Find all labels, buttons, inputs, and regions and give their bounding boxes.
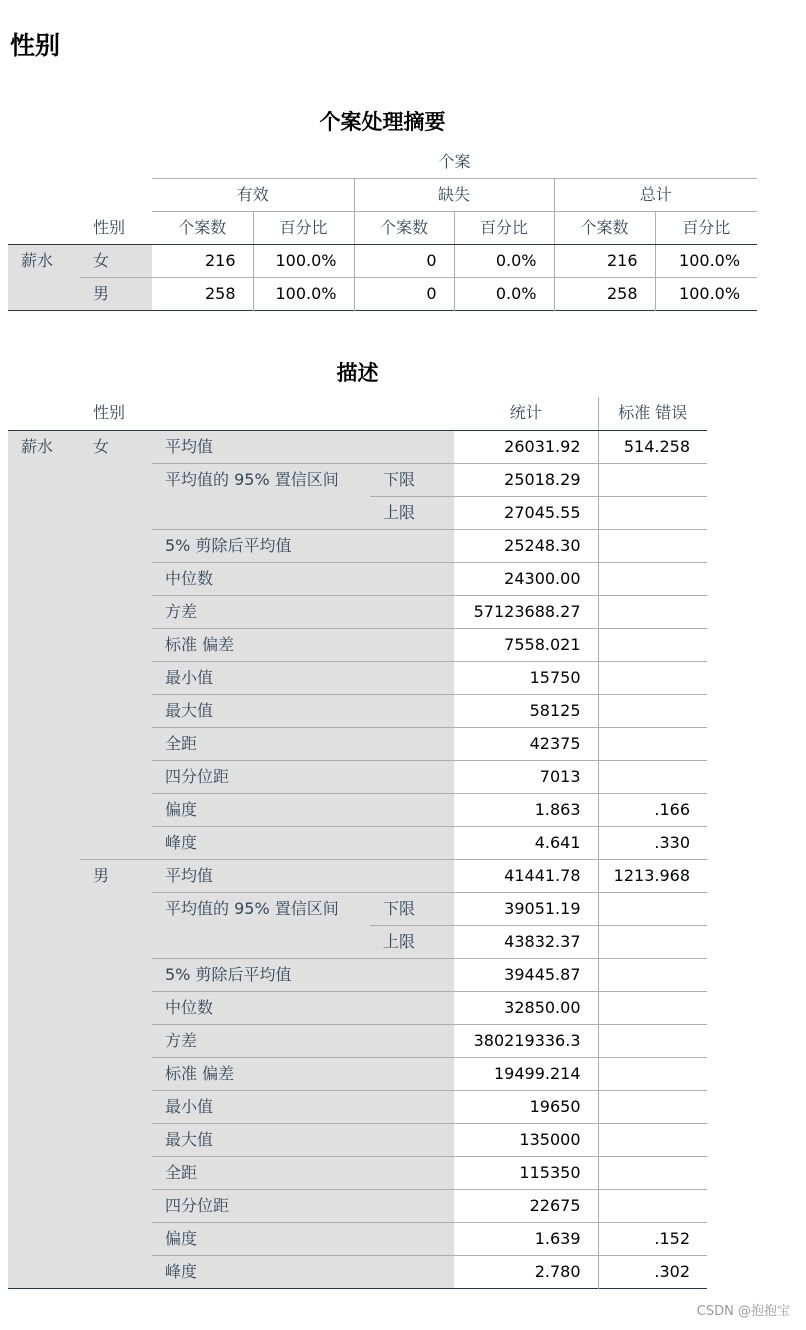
total-n-value: 216 [554,245,655,278]
std-error-value: .330 [598,826,707,859]
total-percent-value: 100.0% [655,245,757,278]
row-label-male: 男 [80,278,152,311]
std-error-value: 514.258 [598,430,707,463]
stat-label: 标准 偏差 [152,628,454,661]
statistic-value: 22675 [454,1189,598,1222]
std-error-value [598,1156,707,1189]
stat-label: 峰度 [152,1255,454,1288]
std-error-value: .302 [598,1255,707,1288]
statistic-value: 43832.37 [454,925,598,958]
valid-n-value: 258 [152,278,253,311]
stat-label: 5% 剪除后平均值 [152,529,454,562]
header-row-sub [8,212,757,245]
std-error-value [598,1057,707,1090]
case-processing-summary-table [8,146,757,311]
table-row [8,859,707,892]
bound-label: 上限 [370,496,454,529]
group-header-valid: 有效 [152,179,354,212]
sub-header-n: 个案数 [354,212,454,245]
group-header-missing: 缺失 [354,179,554,212]
std-error-value: .166 [598,793,707,826]
stat-label: 方差 [152,1024,454,1057]
std-error-value [598,463,707,496]
sub-header-percent: 百分比 [655,212,757,245]
statistic-value: 15750 [454,661,598,694]
stat-label: 5% 剪除后平均值 [152,958,454,991]
sub-header-n: 个案数 [554,212,655,245]
std-error-value [598,595,707,628]
col-header-statistic: 统计 [454,397,598,430]
sub-header-percent: 百分比 [454,212,554,245]
header-row [8,397,707,430]
std-error-value [598,496,707,529]
statistic-value: 19499.214 [454,1057,598,1090]
statistic-value: 7013 [454,760,598,793]
statistic-value: 58125 [454,694,598,727]
stat-label: 最小值 [152,1090,454,1123]
std-error-value [598,694,707,727]
stat-label: 平均值的 95% 置信区间 [152,463,370,529]
descriptives-title: 描述 [336,360,379,385]
sub-header-percent: 百分比 [253,212,354,245]
std-error-value [598,1090,707,1123]
missing-n-value: 0 [354,245,454,278]
valid-n-value: 216 [204,251,236,270]
std-error-value [598,760,707,793]
header-corner [8,212,80,245]
std-error-value: 1213.968 [598,859,707,892]
stat-label: 最小值 [152,661,454,694]
missing-percent-value: 0.0% [454,245,554,278]
statistic-value: 39051.19 [454,892,598,925]
bound-label: 下限 [370,892,454,925]
table-row [8,245,757,278]
table-row [8,430,707,463]
stat-label: 偏度 [152,1222,454,1255]
statistic-value: 115350 [454,1156,598,1189]
stat-label: 方差 [152,595,454,628]
statistic-value: 25018.29 [454,463,598,496]
statistic-value: 26031.92 [504,436,581,456]
bound-label: 下限 [370,463,454,496]
table-row [8,278,757,311]
col-header-std-error: 标准 错误 [598,397,707,430]
page-title: 性别 [10,31,61,60]
variable-label: 薪水 [8,245,80,311]
statistic-value: 57123688.27 [454,595,598,628]
stat-label: 最大值 [152,694,454,727]
statistic-value: 1.863 [454,793,598,826]
header-row-groups [8,179,757,212]
statistic-value: 25248.30 [454,529,598,562]
stat-label: 全距 [152,727,454,760]
case-summary-title: 个案处理摘要 [319,109,446,134]
missing-n-value: 0 [354,278,454,311]
valid-percent-value: 100.0% [253,245,354,278]
statistic-value: 7558.021 [454,628,598,661]
stat-label: 平均值 [152,859,454,892]
statistic-value: 4.641 [454,826,598,859]
statistic-value: 39445.87 [454,958,598,991]
bound-label: 上限 [370,925,454,958]
stat-label: 平均值 [152,430,454,463]
std-error-value [598,628,707,661]
group-label-male: 男 [80,859,152,1288]
std-error-value [598,562,707,595]
statistic-value: 19650 [454,1090,598,1123]
std-error-value [598,1024,707,1057]
std-error-value: .152 [598,1222,707,1255]
header-corner [8,179,152,212]
stat-label: 标准 偏差 [152,1057,454,1090]
stat-label: 中位数 [152,562,454,595]
valid-percent-value: 100.0% [253,278,354,311]
sub-header-n: 个案数 [152,212,253,245]
stat-label: 平均值的 95% 置信区间 [152,892,370,958]
group-header-total: 总计 [554,179,757,212]
stat-label: 四分位距 [152,1189,454,1222]
statistic-value: 1.639 [454,1222,598,1255]
csdn-watermark: CSDN @抱抱宝 [696,1304,790,1319]
stat-label: 四分位距 [152,760,454,793]
statistic-value: 2.780 [454,1255,598,1288]
statistic-value: 41441.78 [454,859,598,892]
std-error-value [598,991,707,1024]
total-n-value: 258 [554,278,655,311]
std-error-value [598,892,707,925]
row-header-gender: 性别 [80,397,152,430]
stat-label: 全距 [152,1156,454,1189]
span-header-cases: 个案 [152,146,757,179]
std-error-value [598,1123,707,1156]
descriptives-table [8,397,707,1289]
stat-label: 中位数 [152,991,454,1024]
statistic-value: 32850.00 [454,991,598,1024]
header-row-span [8,146,757,179]
header-corner [8,146,152,179]
std-error-value [598,958,707,991]
header-blank [152,397,454,430]
row-label-female: 女 [80,245,152,278]
std-error-value [598,727,707,760]
header-corner [8,397,80,430]
total-percent-value: 100.0% [655,278,757,311]
row-header-gender: 性别 [80,212,152,245]
std-error-value [598,1189,707,1222]
statistic-value: 24300.00 [454,562,598,595]
variable-label: 薪水 [8,430,80,1288]
statistic-value: 380219336.3 [454,1024,598,1057]
missing-percent-value: 0.0% [454,278,554,311]
statistic-value: 27045.55 [454,496,598,529]
stat-label: 最大值 [152,1123,454,1156]
statistic-value: 42375 [454,727,598,760]
statistic-value: 135000 [454,1123,598,1156]
group-label-female: 女 [80,430,152,859]
std-error-value [598,529,707,562]
std-error-value [598,925,707,958]
stat-label: 峰度 [152,826,454,859]
std-error-value [598,661,707,694]
stat-label: 偏度 [152,793,454,826]
